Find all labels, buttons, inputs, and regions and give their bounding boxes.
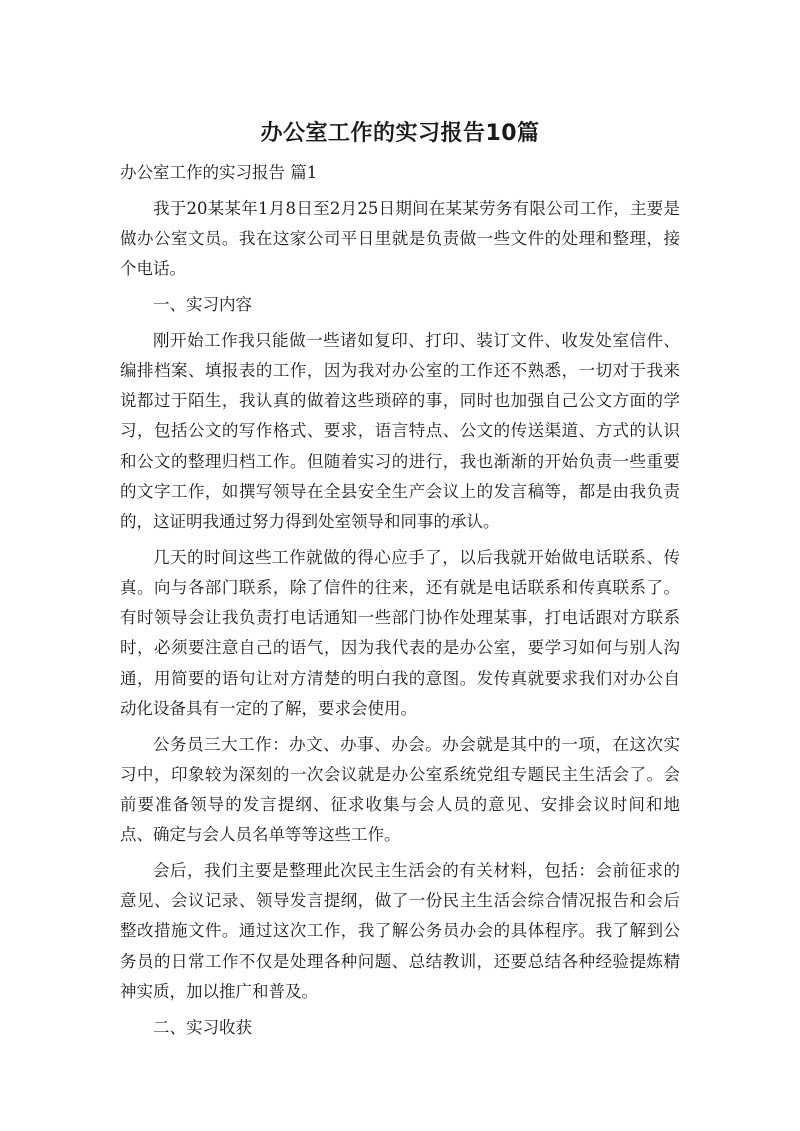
document-body — [120, 158, 680, 1048]
paragraph-early-work: 刚开始工作我只能做一些诸如复印、打印、装订文件、收发处室信件、编排档案、填报表的工作，因为我对办公室的工作还不熟悉，一切对于我来说都过于陌生，我认真的做着这些琐碎的事，同时也加强自己公文方面的学习，包括公文的写作格式、要求，语言特点、公文的传送渠道、方式的认识和公文的整理归档工作。但随着实习的进行，我也渐渐的开始负责一些重要的文字工作，如撰写领导在全县安全生产会议上的发言稿等，都是由我负责的，这证明我通过努力得到处室领导和同事的承认。 — [120, 330, 680, 532]
section-heading-internship-content: 一、实习内容 — [153, 295, 252, 314]
paragraph-after-meeting: 会后，我们主要是整理此次民主生活会的有关材料，包括：会前征求的意见、会议记录、领导发言提纲，做了一份民主生活会综合情况报告和会后整改措施文件。通过这次工作，我了解公务员办会的具体程序。我了解到公务员的日常工作不仅是处理各种问题、总结教训，还要总结各种经验提炼精神实质，加以推广和普及。 — [120, 861, 680, 1001]
paragraph-meetings: 公务员三大工作：办文、办事、办会。办会就是其中的一项，在这次实习中，印象较为深刻的一次会议就是办公室系统党组专题民主生活会了。会前要准备领导的发言提纲、征求收集与会人员的意见、安排会议时间和地点、确定与会人员名单等等这些工作。 — [120, 734, 680, 845]
paragraph-phone-fax: 几天的时间这些工作就做的得心应手了，以后我就开始做电话联系、传真。向与各部门联系，除了信件的往来，还有就是电话联系和传真联系了。有时领导会让我负责打电话通知一些部门协作处理某事，打电话跟对方联系时，必须要注意自己的语气，因为我代表的是办公室，要学习如何与别人沟通，用简要的语句让对方清楚的明白我的意图。发传真就要求我们对办公自动化设备具有一定的了解，要求会使用。 — [120, 547, 680, 718]
document-title: 办公室工作的实习报告10篇 — [260, 121, 540, 146]
section-heading-internship-gains: 二、实习收获 — [153, 1017, 252, 1037]
paragraph-intro: 我于20某某年1月8日至2月25日期间在某某劳务有限公司工作，主要是做办公室文员。我在这家公司平日里就是负责做一些文件的处理和整理，接个电话。 — [120, 198, 680, 279]
document-subtitle: 办公室工作的实习报告 篇1 — [120, 163, 318, 182]
